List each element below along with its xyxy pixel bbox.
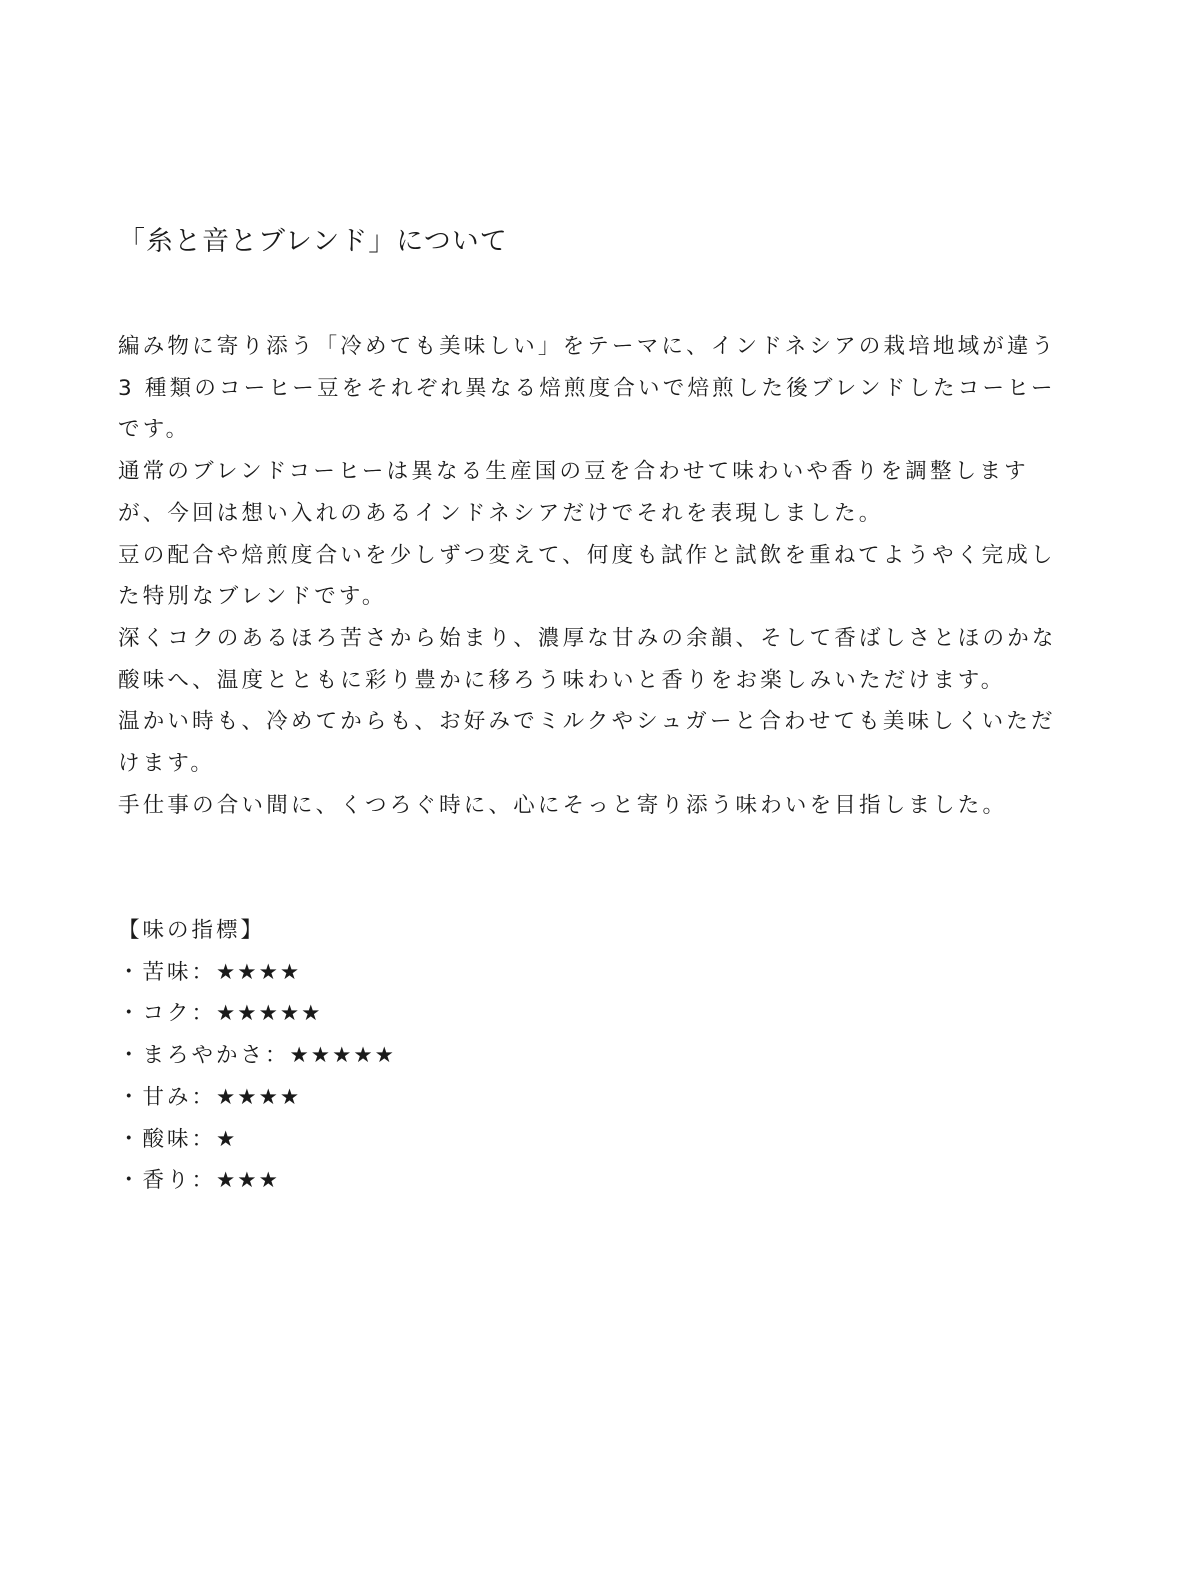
taste-label: ・コク：: [118, 1001, 217, 1027]
taste-item-sweetness: [118, 1077, 396, 1119]
paragraph-1: 編み物に寄り添う「冷めても美味しい」をテーマに、インドネシアの栽培地域が違う 3 種類のコーヒー豆をそれぞれ異なる焙煎度合いで焙煎した後ブレンドしたコーヒーです。: [118, 334, 1057, 443]
paragraph-2: 通常のブレンドコーヒーは異なる生産国の豆を合わせて味わいや香りを調整しますが、今回は想い入れのあるインドネシアだけでそれを表現しました。: [118, 459, 1029, 526]
star-rating: ★★★★: [216, 1084, 302, 1110]
taste-item-mellowness: [118, 1035, 396, 1077]
taste-item-acidity: [118, 1119, 396, 1161]
page-title: 「糸と音とブレンド」について: [118, 226, 508, 257]
star-rating: ★: [216, 1126, 238, 1152]
star-rating: ★★★★★: [216, 1001, 323, 1027]
taste-list: [118, 952, 396, 1202]
paragraph-6: 手仕事の合い間に、くつろぐ時に、心にそっと寄り添う味わいを目指しました。: [118, 792, 1008, 818]
taste-item-aroma: [118, 1160, 396, 1202]
taste-label: ・甘み：: [118, 1084, 217, 1110]
taste-label: ・苦味：: [118, 959, 217, 985]
description-body: [118, 326, 1068, 826]
taste-item-bitterness: [118, 952, 396, 994]
star-rating: ★★★: [216, 1168, 280, 1194]
taste-label: ・香り：: [118, 1168, 217, 1194]
taste-indicators: [118, 910, 396, 1202]
paragraph-3: 豆の配合や焙煎度合いを少しずつ変えて、何度も試作と試飲を重ねてようやく完成した特別なブレンドです。: [118, 542, 1056, 610]
taste-label: ・まろやかさ：: [118, 1043, 290, 1069]
taste-item-body: [118, 993, 396, 1035]
star-rating: ★★★★: [216, 959, 302, 985]
taste-label: ・酸味：: [118, 1126, 217, 1152]
star-rating: ★★★★★: [289, 1043, 396, 1069]
paragraph-4: 深くコクのあるほろ苦さから始まり、濃厚な甘みの余韻、そして香ばしさとほのかな酸味へ、温度とともに彩り豊かに移ろう味わいと香りをお楽しみいただけます。: [118, 625, 1057, 693]
paragraph-5: 温かい時も、冷めてからも、お好みでミルクやシュガーと合わせても美味しくいただけます。: [118, 709, 1056, 777]
taste-heading: 【味の指標】: [118, 918, 266, 943]
